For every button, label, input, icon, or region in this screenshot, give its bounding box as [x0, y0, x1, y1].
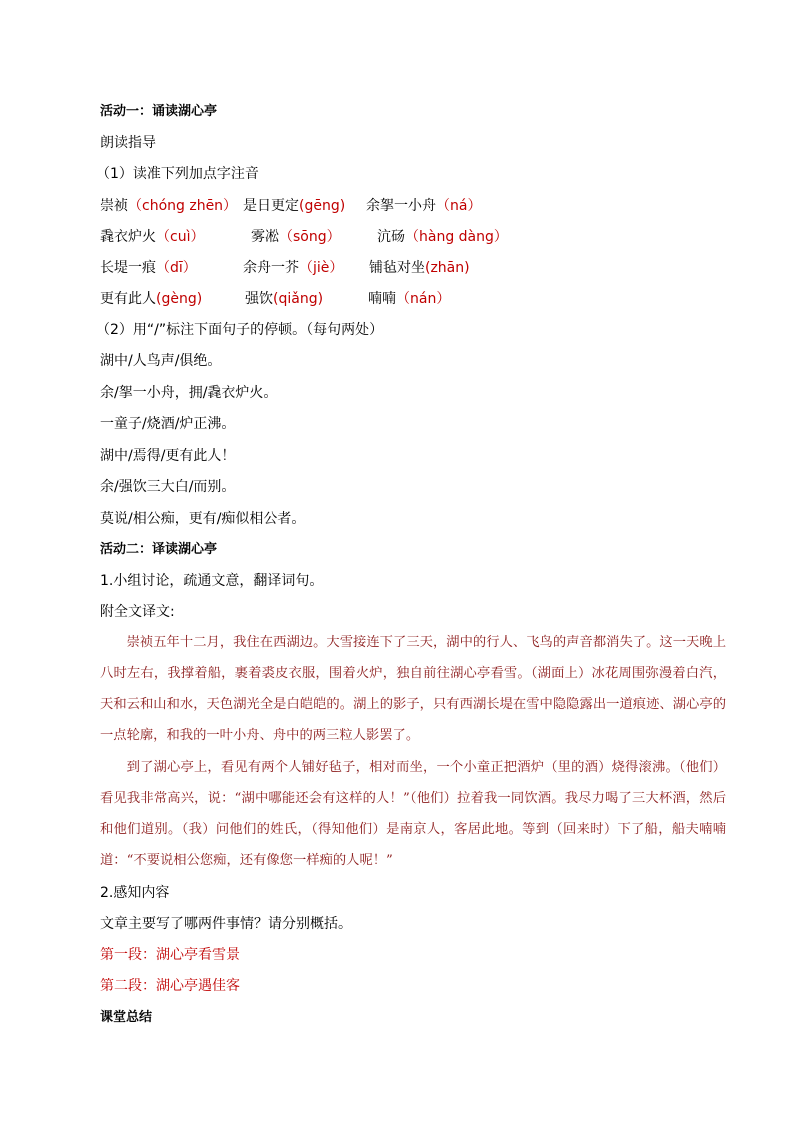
pause-sentence: 湖中/焉得/更有此人！ [100, 448, 236, 464]
pinyin-item: 雾凇（sōng） [251, 229, 341, 245]
pinyin-item: 更有此人(gèng) [100, 291, 203, 307]
pause-sentence: 余/挐一小舟，拥/毳衣炉火。 [100, 385, 278, 401]
pinyin-item: 毳衣炉火（cuì） [100, 229, 205, 245]
activity2-heading: 活动二：译读湖心亭 [100, 542, 218, 557]
pause-sentence: 一童子/烧酒/炉正沸。 [100, 416, 236, 432]
pinyin-item: 余挐一小舟（ná） [366, 198, 482, 214]
summary-heading: 课堂总结 [100, 1010, 153, 1025]
pause-sentence: 余/强饮三大白/而别。 [100, 479, 236, 495]
activity1-heading: 活动一：诵读湖心亭 [100, 104, 218, 119]
translation-paragraph: 到了湖心亭上，看见有两个人铺好毡子，相对而坐，一个小童正把酒炉（里的酒）烧得滚沸。（他们）看见我非常高兴，说：“湖中哪能还会有这样的人！”（他们）拉着我一同饮酒。我尽力喝了三大杯酒，然后和他们道别。（我）问他们的姓氏，（得知他们）是南京人，客居此地。等到（回来时）下了船，船夫喃喃道：“不要说相公您痴，还有像您一样痴的人呢！” [100, 760, 726, 868]
reading-guide-label: 朗读指导 [100, 135, 156, 151]
pinyin-item: 喃喃（nán） [368, 291, 451, 307]
answer-paragraph-two: 第二段：湖心亭遇佳客 [100, 978, 240, 994]
pinyin-item: 强饮(qiǎng) [245, 291, 324, 307]
task1-instruction: （1）读准下列加点字注音 [96, 166, 259, 182]
pinyin-item: 是日更定(gēng) [243, 198, 346, 214]
discussion-item: 1.小组讨论，疏通文意，翻译词句。 [100, 573, 324, 589]
pause-sentence: 莫说/相公痴，更有/痴似相公者。 [100, 511, 306, 527]
pinyin-item: 崇祯（chóng zhēn） [100, 198, 238, 214]
translation-label: 附全文译文: [100, 604, 175, 620]
translation-paragraph: 崇祯五年十二月，我住在西湖边。大雪接连下了三天，湖中的行人、飞鸟的声音都消失了。这一天晚上八时左右，我撑着船，裹着裘皮衣服，围着火炉，独自前往湖心亭看雪。（湖面上）冰花周围弥漫着白汽，天和云和山和水，天色湖光全是白皑皑的。湖上的影子，只有西湖长堤在雪中隐隐露出一道痕迹、湖心亭的一点轮廓，和我的一叶小舟、舟中的两三粒人影罢了。 [100, 635, 726, 743]
pause-sentence: 湖中/人鸟声/俱绝。 [100, 353, 222, 369]
answer-paragraph-one: 第一段：湖心亭看雪景 [100, 947, 240, 963]
content-question: 文章主要写了哪两件事情？请分别概括。 [100, 916, 352, 932]
pinyin-item: 铺毡对坐(zhān) [369, 260, 470, 276]
pinyin-item: 长堤一痕（dī） [100, 260, 197, 276]
pinyin-item: 沆砀（hàng dàng） [377, 229, 508, 245]
perception-item: 2.感知内容 [100, 885, 170, 901]
pinyin-item: 余舟一芥（jiè） [243, 260, 344, 276]
task2-instruction: （2）用“/”标注下面句子的停顿。（每句两处） [96, 322, 384, 338]
